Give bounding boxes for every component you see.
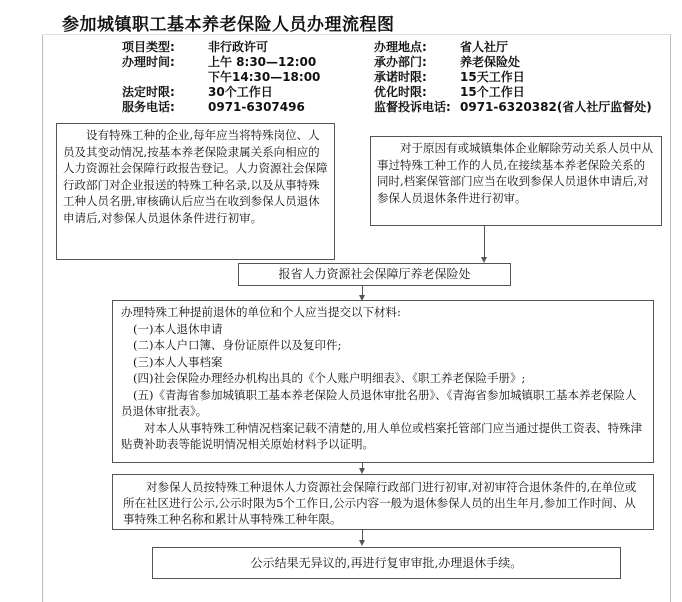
box-enterprise-registration (56, 123, 335, 260)
info-row-service-phone (122, 100, 320, 115)
materials-item: (五)《青海省参加城镇职工基本养老保险人员退休审批名册》、《青海省参加城镇职工基本养老保险人员退休审批表》。 (121, 387, 637, 418)
materials-item: (一)本人退休申请 (133, 321, 223, 336)
info-row-department (374, 55, 652, 70)
page-title: 参加城镇职工基本养老保险人员办理流程图 (62, 15, 395, 35)
info-label: 承办部门: (374, 55, 427, 69)
info-label: 办理地点: (374, 40, 427, 54)
info-value: 15天工作日 (460, 70, 525, 84)
info-label: 优化时限: (374, 85, 427, 99)
frame-left-border (42, 34, 43, 602)
info-row-legal-limit (122, 85, 320, 100)
info-label: 服务电话: (122, 100, 175, 114)
materials-intro: 办理特殊工种提前退休的单位和个人应当提交以下材料: (121, 305, 401, 319)
box-enterprise-text: 设有特殊工种的企业,每年应当将特殊岗位、人员及其变动情况,按基本养老保险隶属关系向相应的人力资源社会保障行政报告登记。人力资源社会保障行政部门对企业报送的特殊工种名录,以及从事特殊工种人员名册,审核确认后应当在收到参保人员退休申请后,对参保人员退休条件进行初审。 (63, 128, 328, 225)
frame-right-border (670, 34, 671, 602)
info-row-location (374, 40, 652, 55)
box-review-text: 对参保人员按特殊工种退休人力资源社会保障行政部门进行初审,对初审符合退休条件的,在单位或所在社区进行公示,公示时限为5个工作日,公示内容一般为退休参保人员的出生年月,参加工作时间、从事特殊工种名称和累计从事特殊工种年限。 (123, 480, 637, 526)
info-label: 法定时限: (122, 85, 175, 99)
info-row-hours-am (122, 55, 320, 70)
box-final-approval (152, 547, 621, 579)
info-value: 15个工作日 (460, 85, 525, 99)
info-value: 下午14:30—18:00 (208, 70, 321, 84)
box-final-text: 公示结果无异议的,再进行复审审批,办理退休手续。 (250, 556, 523, 570)
info-value: 养老保险处 (460, 55, 521, 69)
box-materials (112, 300, 654, 463)
info-row-optimized-limit (374, 85, 652, 100)
info-row-type (122, 40, 320, 55)
connector-line (484, 226, 485, 258)
arrow-down-icon (359, 540, 365, 546)
info-label: 承诺时限: (374, 70, 427, 84)
info-value: 30个工作日 (208, 85, 273, 99)
info-right-panel (374, 40, 652, 115)
box-initial-review (112, 474, 654, 530)
info-row-hours-pm (122, 70, 320, 85)
info-label: 监督投诉电话: (374, 100, 451, 114)
materials-item: (三)本人人事档案 (133, 354, 223, 369)
info-value: 0971-6320382(省人社厅监督处) (460, 100, 652, 114)
box-collective-text: 对于原因有或城镇集体企业解除劳动关系人员中从事过特殊工种工作的人员,在接续基本养老保险关系的同时,档案保管部门应当在收到参保人员退休申请后,对参保人员退休条件进行初审。 (377, 141, 653, 205)
info-value: 上午 8:30—12:00 (208, 55, 317, 69)
box-report-provincial (238, 263, 511, 286)
info-row-complaint-phone (374, 100, 652, 115)
info-value: 省人社厅 (460, 40, 509, 54)
info-label: 办理时间: (122, 55, 175, 69)
info-value: 非行政许可 (208, 40, 269, 54)
materials-item: (二)本人户口簿、身份证原件以及复印件; (133, 338, 342, 352)
box-collective-enterprise (370, 136, 662, 226)
materials-item: (四)社会保险办理经办机构出具的《个人账户明细表》、《职工养老保险手册》; (133, 371, 526, 385)
info-label: 项目类型: (122, 40, 175, 54)
info-row-promise-limit (374, 70, 652, 85)
materials-note: 对本人从事特殊工种情况档案记载不清楚的,用人单位或档案托管部门应当通过提供工资表、特殊津贴费补助表等能说明情况相关原始材料予以证明。 (121, 420, 643, 451)
info-left-panel (122, 40, 320, 115)
box-report-text: 报省人力资源社会保障厅养老保险处 (278, 267, 471, 281)
info-value: 0971-6307496 (208, 100, 305, 114)
